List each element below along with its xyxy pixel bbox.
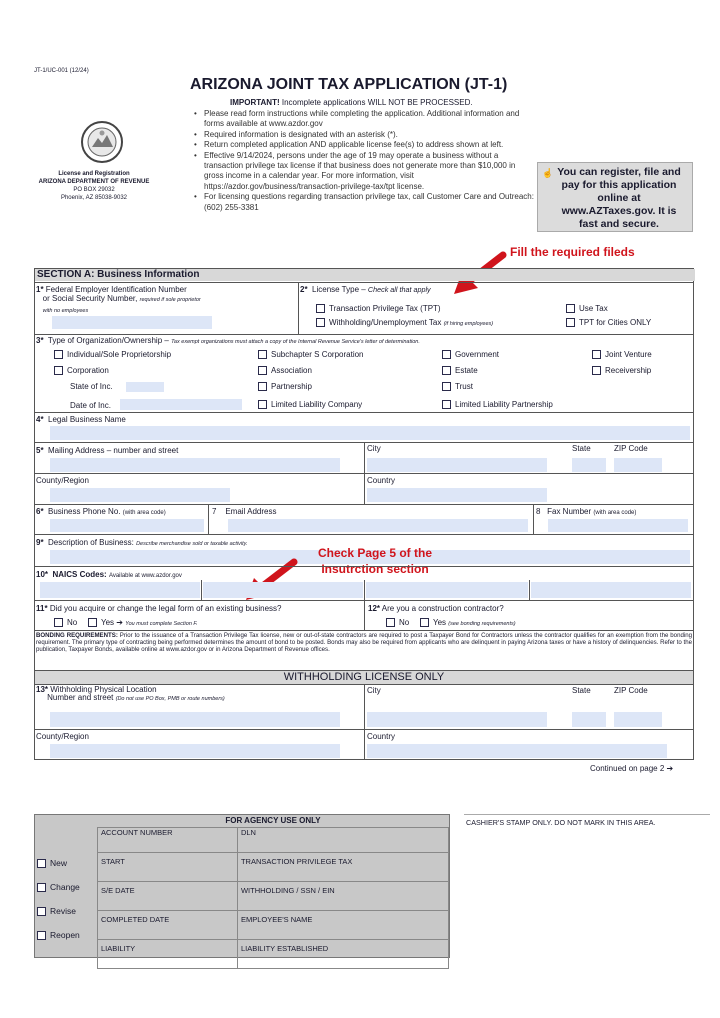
checkbox[interactable] xyxy=(566,318,575,327)
annotation-check-page: Check Page 5 of the Insutrction section xyxy=(317,546,433,576)
checkbox[interactable] xyxy=(442,350,451,359)
checkbox[interactable] xyxy=(442,400,451,409)
naics-code-4-input[interactable] xyxy=(531,582,691,598)
country-label: Country xyxy=(367,476,396,485)
org-s-corp[interactable]: Subchapter S Corporation xyxy=(258,350,364,359)
state-seal-icon xyxy=(80,120,124,164)
cashier-note: CASHIER'S STAMP ONLY. DO NOT MARK IN THIS AREA. xyxy=(466,818,656,827)
field1-label: 1* Federal Employer Identification Number or Social Security Number, required if sole proprietor with no employees xyxy=(36,285,201,314)
mailing-street-input[interactable] xyxy=(50,458,340,472)
checkbox[interactable] xyxy=(316,318,325,327)
field4-label: 4* Legal Business Name xyxy=(36,415,126,424)
agency-cell: LIABILITY xyxy=(98,940,238,969)
org-corporation[interactable]: Corporation xyxy=(54,366,109,375)
agency-cell: COMPLETED DATE xyxy=(98,911,238,940)
org-receivership[interactable]: Receivership xyxy=(592,366,651,375)
city-label: City xyxy=(367,686,381,695)
field11-label: 11* Did you acquire or change the legal form of an existing business? xyxy=(36,604,282,613)
city-label: City xyxy=(367,444,381,453)
org-government[interactable]: Government xyxy=(442,350,499,359)
checkbox[interactable] xyxy=(442,382,451,391)
field5-label: 5* Mailing Address – number and street xyxy=(36,446,179,455)
mailing-country-input[interactable] xyxy=(367,488,547,502)
field8-label: 8 Fax Number (with area code) xyxy=(536,507,637,516)
important-line: IMPORTANT! Incomplete applications WILL NOT BE PROCESSED. xyxy=(230,98,473,107)
checkbox[interactable] xyxy=(258,400,267,409)
field3-label: 3* Type of Organization/Ownership – Tax exempt organizations must attach a copy of the Internal Revenue Service's letter of determination. xyxy=(36,336,420,345)
zip-label: ZIP Code xyxy=(614,686,648,695)
checkbox[interactable] xyxy=(420,618,429,627)
checkbox[interactable] xyxy=(316,304,325,313)
field11-no[interactable]: No xyxy=(54,618,77,627)
mailing-county-input[interactable] xyxy=(50,488,230,502)
business-phone-input[interactable] xyxy=(50,519,204,532)
field7-label: 7 Email Address xyxy=(212,507,277,516)
option-tpt[interactable]: Transaction Privilege Tax (TPT) xyxy=(316,304,441,313)
agency-use-title: FOR AGENCY USE ONLY xyxy=(97,815,449,828)
mailing-zip-input[interactable] xyxy=(614,458,662,472)
field12-label: 12* Are you a construction contractor? xyxy=(368,604,504,613)
check-new[interactable]: New xyxy=(37,851,80,875)
agency-table xyxy=(97,827,449,969)
checkbox[interactable] xyxy=(258,350,267,359)
checkbox[interactable] xyxy=(592,350,601,359)
form-title: ARIZONA JOINT TAX APPLICATION (JT-1) xyxy=(190,76,508,93)
checkbox[interactable] xyxy=(258,366,267,375)
legal-name-input[interactable] xyxy=(50,426,690,440)
checkbox[interactable] xyxy=(37,907,46,916)
withholding-zip-input[interactable] xyxy=(614,712,662,727)
date-inc-input[interactable] xyxy=(120,399,242,410)
annotation-fill-required: Fill the required fileds xyxy=(510,245,635,259)
checkbox[interactable] xyxy=(386,618,395,627)
county-label: County/Region xyxy=(36,476,89,485)
checkbox[interactable] xyxy=(37,931,46,940)
org-llc[interactable]: Limited Liability Company xyxy=(258,400,362,409)
field10-label: 10* NAICS Codes: Available at www.azdor.gov xyxy=(36,570,182,579)
mailing-state-input[interactable] xyxy=(572,458,606,472)
section-a-title: SECTION A: Business Information xyxy=(35,269,695,281)
org-sole-prop[interactable]: Individual/Sole Proprietorship xyxy=(54,350,171,359)
checkbox[interactable] xyxy=(54,618,63,627)
checkbox[interactable] xyxy=(258,382,267,391)
checkbox[interactable] xyxy=(566,304,575,313)
option-tpt-cities[interactable]: TPT for Cities ONLY xyxy=(566,318,651,327)
online-promo-box: ☝ You can register, file and pay for this application online at www.AZTaxes.gov. It is fast and secure. xyxy=(537,162,693,232)
naics-code-3-input[interactable] xyxy=(366,582,528,598)
org-trust[interactable]: Trust xyxy=(442,382,473,391)
withholding-country-input[interactable] xyxy=(367,744,667,758)
field6-label: 6* Business Phone No. (with area code) xyxy=(36,507,166,516)
org-estate[interactable]: Estate xyxy=(442,366,478,375)
fax-input[interactable] xyxy=(548,519,688,532)
org-partnership[interactable]: Partnership xyxy=(258,382,312,391)
date-inc-label: Date of Inc. xyxy=(70,401,111,410)
checkbox[interactable] xyxy=(54,350,63,359)
checkbox[interactable] xyxy=(54,366,63,375)
agency-cell: S/E DATE xyxy=(98,882,238,911)
org-llp[interactable]: Limited Liability Partnership xyxy=(442,400,553,409)
field2-label: 2* License Type – Check all that apply xyxy=(300,285,431,294)
naics-code-2-input[interactable] xyxy=(203,582,363,598)
zip-label: ZIP Code xyxy=(614,444,648,453)
check-revise[interactable]: Revise xyxy=(37,899,80,923)
withholding-county-input[interactable] xyxy=(50,744,340,758)
withholding-city-input[interactable] xyxy=(367,712,547,727)
checkbox[interactable] xyxy=(37,859,46,868)
instruction-bullets: • Please read form instructions while completing the application. Additional information and forms available at www.azdor.gov • Required information is designated with an asterisk (*). • Return completed application AND applicable license fee(s) to address shown at left. • Effective 9/14/2024, persons under the age of 19 may operate a business without a transaction privilege tax license if that business does not generate more than $10,000 in gross income in a calendar year. For more information, visit https://azdor.gov/business/transaction-privilege-tax/tpt license. • For licensing questions regarding transaction privilege tax, call Customer Care and Outreach: (602) 255-3381 xyxy=(194,109,534,213)
agency-cell: WITHHOLDING / SSN / EIN xyxy=(237,882,448,911)
withholding-header: WITHHOLDING LICENSE ONLY xyxy=(35,670,693,685)
withholding-street-input[interactable] xyxy=(50,712,340,727)
naics-code-1-input[interactable] xyxy=(40,582,200,598)
agency-cell: LIABILITY ESTABLISHED xyxy=(237,940,448,969)
field9-label: 9* Description of Business: Describe merchandise sold or taxable activity. xyxy=(36,538,248,547)
org-association[interactable]: Association xyxy=(258,366,312,375)
agency-cell: EMPLOYEE'S NAME xyxy=(237,911,448,940)
agency-checks xyxy=(37,851,80,947)
field12-no[interactable]: No xyxy=(386,618,409,627)
agency-use-box xyxy=(34,814,450,958)
field12-yes[interactable]: Yes (see bonding requirements) xyxy=(420,618,516,627)
checkbox[interactable] xyxy=(592,366,601,375)
agency-cell: START xyxy=(98,853,238,882)
mailing-city-input[interactable] xyxy=(367,458,547,472)
arrow-right-icon: ➔ xyxy=(116,618,123,627)
field13-label: 13* Withholding Physical Location Number and street (Do not use PO Box, PMB or route numbers) xyxy=(36,685,225,702)
state-inc-input[interactable] xyxy=(126,382,164,392)
continued-note: Continued on page 2 ➔ xyxy=(590,764,674,773)
county-label: County/Region xyxy=(36,732,89,741)
cursor-icon: ☝ xyxy=(542,168,554,178)
state-inc-label: State of Inc. xyxy=(70,382,113,391)
country-label: Country xyxy=(367,732,396,741)
bonding-requirements: BONDING REQUIREMENTS: Prior to the issuance of a Transaction Privilege Tax license, new or out-of-state contractors are required to post a Taxpayer Bond for Contractors unless the contractor qualifies for an exemption from the bonding requirement. The primary type of contracting being performed determines the amount of bond to be posted. Bonds may also be required from applicants who are delinquent in paying Arizona taxes or have a history of delinquencies. Refer to the publication, Taxpayer Bonds, available online at www.azdor.gov or in Arizona Department of Revenue offices. xyxy=(36,632,692,654)
withholding-state-input[interactable] xyxy=(572,712,606,727)
option-use-tax[interactable]: Use Tax xyxy=(566,304,608,313)
checkbox[interactable] xyxy=(88,618,97,627)
checkbox[interactable] xyxy=(37,883,46,892)
state-label: State xyxy=(572,444,591,453)
org-joint-venture[interactable]: Joint Venture xyxy=(592,350,652,359)
agency-cell: TRANSACTION PRIVILEGE TAX xyxy=(237,853,448,882)
agency-address: License and Registration ARIZONA DEPARTMENT OF REVENUE PO BOX 29032 Phoenix, AZ 85038-9032 xyxy=(38,171,150,201)
email-input[interactable] xyxy=(228,519,528,532)
option-withholding[interactable]: Withholding/Unemployment Tax (if hiring employees) xyxy=(316,318,493,327)
field11-yes[interactable]: Yes ➔ You must complete Section F. xyxy=(88,618,198,627)
agency-cell: ACCOUNT NUMBER xyxy=(98,828,238,853)
checkbox[interactable] xyxy=(442,366,451,375)
state-label: State xyxy=(572,686,591,695)
form-code: JT-1/UC-001 (12/24) xyxy=(34,68,89,74)
check-reopen[interactable]: Reopen xyxy=(37,923,80,947)
fein-ssn-input[interactable] xyxy=(52,316,212,329)
agency-cell: DLN xyxy=(237,828,448,853)
check-change[interactable]: Change xyxy=(37,875,80,899)
